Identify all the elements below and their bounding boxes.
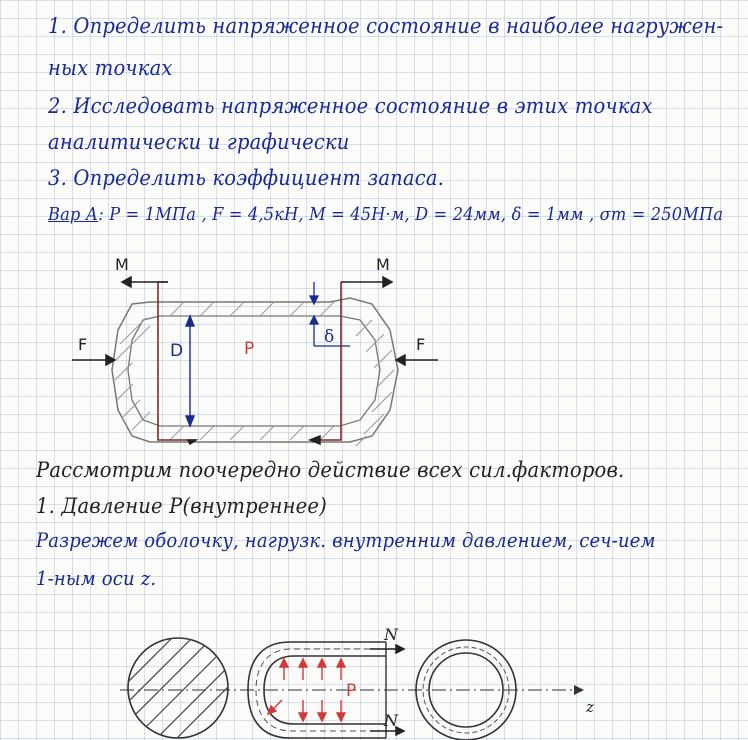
moment-label-right: M (376, 255, 390, 274)
axis-z-label: z (586, 698, 594, 716)
section-text-2: 1-ным оси z. (36, 566, 157, 590)
section-item-1: 1. Давление P(внутреннее) (36, 494, 327, 518)
section-text-1: Разрежем оболочку, нагрузк. внутренним давлением, сеч-ием (36, 528, 656, 552)
axis-z-arrowhead (574, 685, 584, 695)
pressure-label-section: P (346, 681, 357, 701)
variant-params: : P = 1МПа , F = 4,5кН, M = 45Н·м, D = 24мм, δ = 1мм , σт = 250МПа (98, 204, 724, 225)
force-label-right: F (416, 335, 426, 354)
diameter-label: D (170, 341, 184, 361)
task-line-4: аналитически и графически (48, 130, 350, 154)
normal-force-label-bottom: N (384, 711, 398, 730)
normal-force-label-top: N (384, 625, 398, 644)
thickness-label: δ (324, 327, 335, 347)
section-title: Рассмотрим поочередно действие всех сил.факторов. (36, 458, 625, 482)
force-label-left: F (78, 335, 88, 354)
task-line-1: 1. Определить напряженное состояние в наиболее нагружен- (48, 14, 724, 38)
task-line-5: 3. Определить коэффициент запаса. (48, 166, 445, 190)
task-line-2: ных точках (48, 56, 173, 80)
task-line-3: 2. Исследовать напряженное состояние в этих точках (48, 94, 653, 118)
section-solid-circle (128, 638, 228, 738)
pressure-label: P (244, 339, 255, 359)
moment-label-left: M (115, 255, 129, 274)
variant-label: Вар А (48, 204, 99, 225)
